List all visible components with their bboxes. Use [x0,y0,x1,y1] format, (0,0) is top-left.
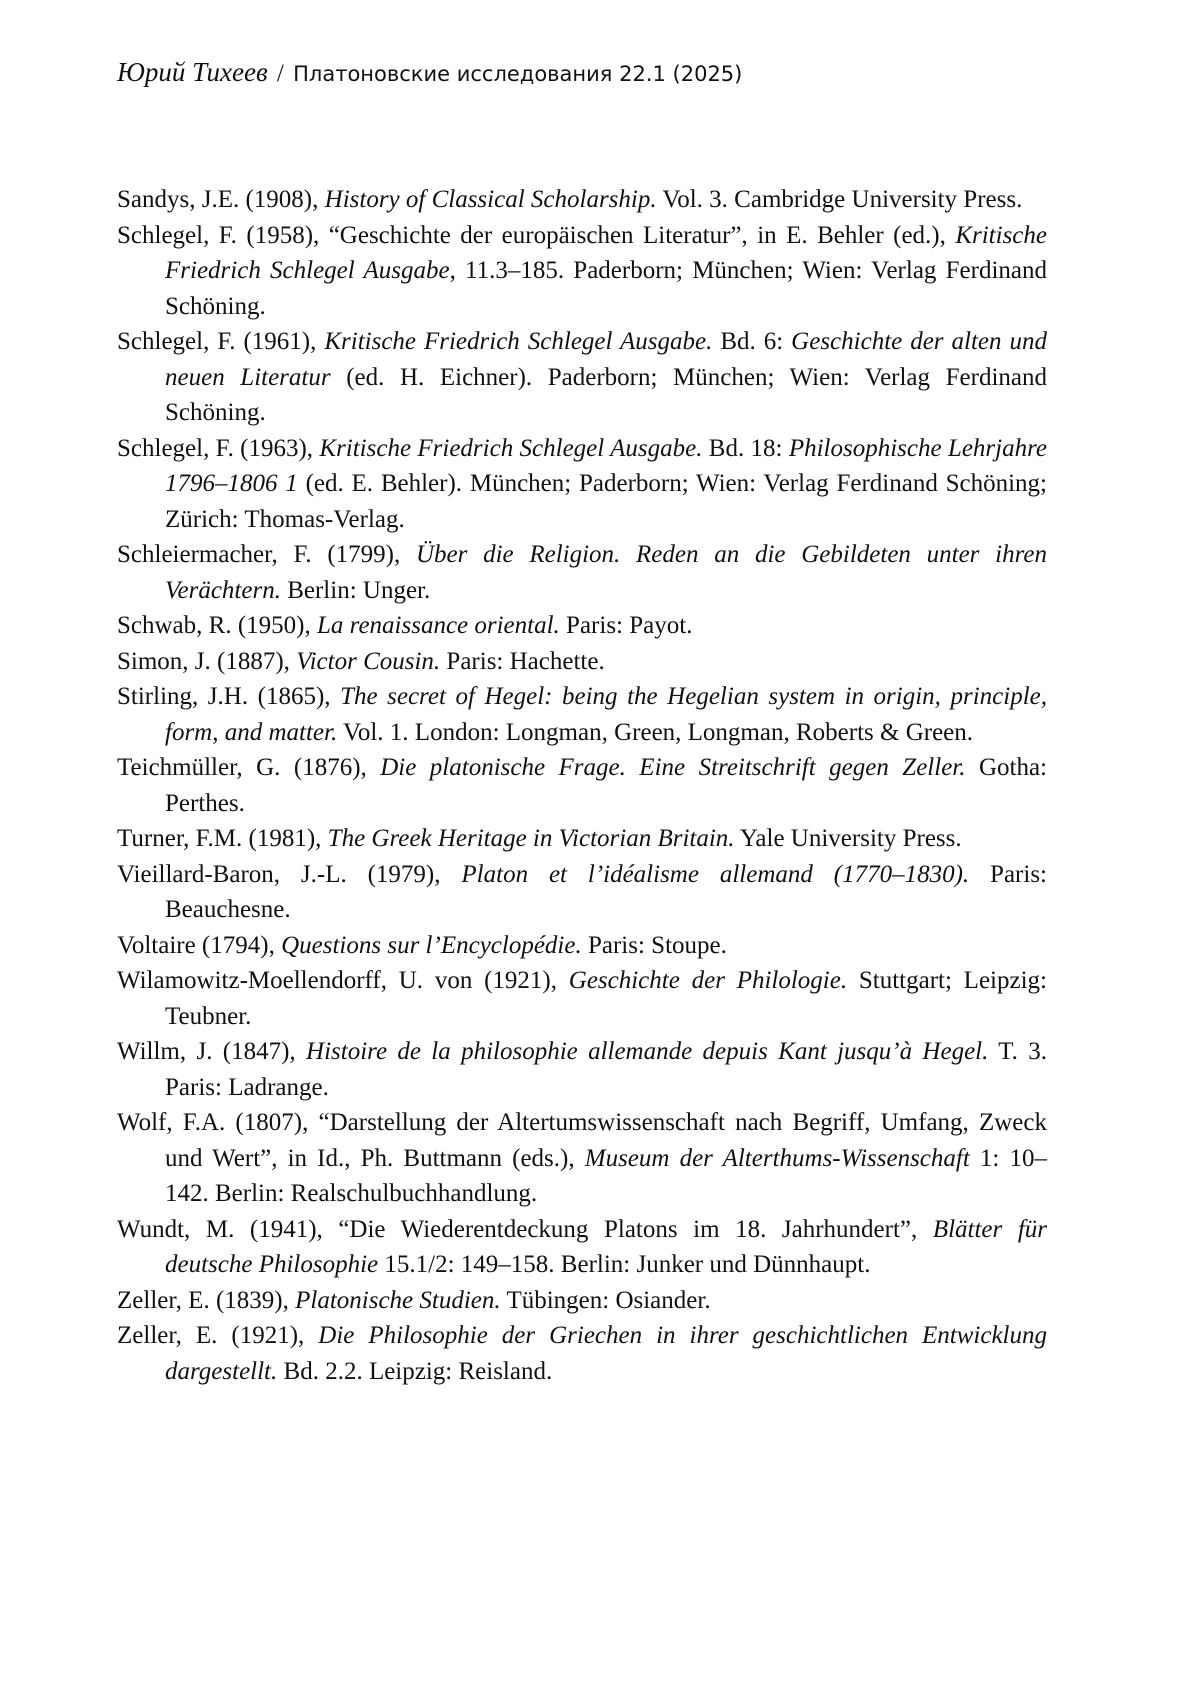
reference-text: , 11.3–185. Paderborn; München; Wien: Verlag Ferdinand Schöning. [165,257,1047,320]
reference-title: Blätter für deutsche Philosophie [165,1215,1047,1278]
reference-title: Museum der Alterthums-Wissenschaft [584,1144,970,1172]
reference-text: Vol. 3. Cambridge University Press. [656,186,1023,213]
reference-entry [117,182,1047,218]
reference-text: Stuttgart; Leipzig: Teubner. [165,967,1047,1030]
reference-title: Kritische Friedrich Schlegel Ausgabe. [319,434,703,462]
reference-entry [117,1034,1047,1105]
reference-text: Willm, J. (1847), [117,1038,307,1065]
reference-text: Paris: Payot. [559,612,693,639]
reference-title: Philosophische Lehrjahre 1796–1806 1 [165,434,1047,497]
reference-text: Gotha: Perthes. [165,754,1047,817]
reference-title: Victor Cousin. [296,647,441,675]
reference-entry [117,821,1047,857]
reference-entry [117,218,1047,325]
reference-text: Sandys, J.E. (1908), [117,186,325,213]
reference-text: Schlegel, F. (1961), [117,328,325,355]
reference-title: History of Classical Scholarship. [324,186,657,213]
reference-title: Die platonische Frage. Eine Streitschrift gegen Zeller. [380,754,966,781]
reference-entry [117,1318,1047,1389]
reference-text: T. 3. Paris: Ladrange. [165,1038,1048,1101]
reference-entry [117,1105,1047,1212]
reference-title: La renaissance oriental. [316,612,560,639]
running-header [117,52,1077,94]
reference-title: Kritische Friedrich Schlegel Ausgabe [165,221,1047,284]
header-journal-title: Платоновские исследования 22.1 (2025) [293,62,743,86]
reference-entry [117,928,1047,964]
reference-text: Wolf, F.A. (1807), “Darstellung der Altertumswissenschaft nach Begriff, Umfang, Zweck und Wert”, in Id., Ph. Buttmann (eds.), [117,1109,1047,1172]
reference-text: Paris: Stoupe. [581,931,727,959]
reference-text: Schlegel, F. (1963), [117,434,320,462]
reference-list [117,182,1047,1389]
reference-text: (ed. E. Behler). München; Paderborn; Wien: Verlag Ferdinand Schöning; Zürich: Thomas-Verlag. [165,470,1048,533]
reference-text: Paris: Hachette. [440,647,605,675]
reference-text: Wundt, M. (1941), “Die Wiederentdeckung Platons im 18. Jahrhundert”, [117,1215,933,1243]
reference-text: Bd. 6: [712,328,792,355]
reference-text: Bd. 2.2. Leipzig: Reisland. [277,1357,553,1385]
reference-title: Kritische Friedrich Schlegel Ausgabe. [324,328,713,355]
header-separator: / [276,60,284,87]
reference-title: The Greek Heritage in Victorian Britain. [327,825,735,852]
reference-text: 15.1/2: 149–158. Berlin: Junker und Dünnhaupt. [378,1251,871,1278]
reference-text: Berlin: Unger. [280,576,431,604]
reference-title: Platonische Studien. [295,1286,501,1314]
reference-title: Questions sur l’Encyclopédie. [281,931,582,959]
header-author: Юрий Тихеев [117,57,268,87]
reference-entry [117,857,1047,928]
reference-entry [117,324,1047,431]
reference-title: Histoire de la philosophie allemande depuis Kant jusqu’à Hegel. [306,1038,989,1065]
reference-text: Wilamowitz-Moellendorff, U. von (1921), [117,967,569,994]
reference-text: Schwab, R. (1950), [117,612,317,639]
reference-text: Stirling, J.H. (1865), [117,683,341,710]
reference-text: Bd. 18: [702,434,789,462]
reference-text: (ed. H. Eichner). Paderborn; München; Wien: Verlag Ferdinand Schöning. [165,363,1047,426]
reference-entry [117,1212,1047,1283]
reference-text: Yale University Press. [734,825,962,852]
reference-entry [117,431,1047,538]
reference-entry [117,537,1047,608]
reference-title: Platon et l’idéalisme allemand (1770–1830). [461,860,970,888]
reference-text: Teichmüller, G. (1876), [117,754,381,781]
reference-text: Paris: Beauchesne. [165,860,1047,923]
reference-text: Zeller, E. (1839), [117,1286,296,1314]
reference-entry [117,644,1047,680]
reference-text: Schlegel, F. (1958), “Geschichte der europäischen Literatur”, in E. Behler (ed.), [117,221,956,249]
reference-text: 1: 10–142. Berlin: Realschulbuchhandlung. [165,1144,1047,1207]
reference-title: Die Philosophie der Griechen in ihrer geschichtlichen Entwicklung dargestellt. [165,1322,1048,1385]
reference-text: Turner, F.M. (1981), [117,825,328,852]
reference-text: Simon, J. (1887), [117,647,297,675]
reference-entry [117,750,1047,821]
reference-text: Vol. 1. London: Longman, Green, Longman, Roberts & Green. [337,718,974,746]
reference-text: Zeller, E. (1921), [117,1322,319,1349]
reference-text: Tübingen: Osiander. [500,1286,711,1314]
reference-title: Geschichte der Philologie. [568,967,848,994]
reference-text: Voltaire (1794), [117,931,282,959]
reference-text: Schleiermacher, F. (1799), [117,541,416,568]
reference-entry [117,963,1047,1034]
reference-entry [117,1283,1047,1319]
reference-title: Über die Religion. Reden an die Gebildeten unter ihren Verächtern. [165,541,1047,604]
reference-title: The secret of Hegel: being the Hegelian system in origin, principle, form, and matter. [165,683,1047,746]
reference-entry [117,679,1047,750]
reference-title: Geschichte der alten und neuen Literatur [165,328,1047,391]
reference-entry [117,608,1047,644]
reference-text: Vieillard-Baron, J.-L. (1979), [117,860,462,888]
